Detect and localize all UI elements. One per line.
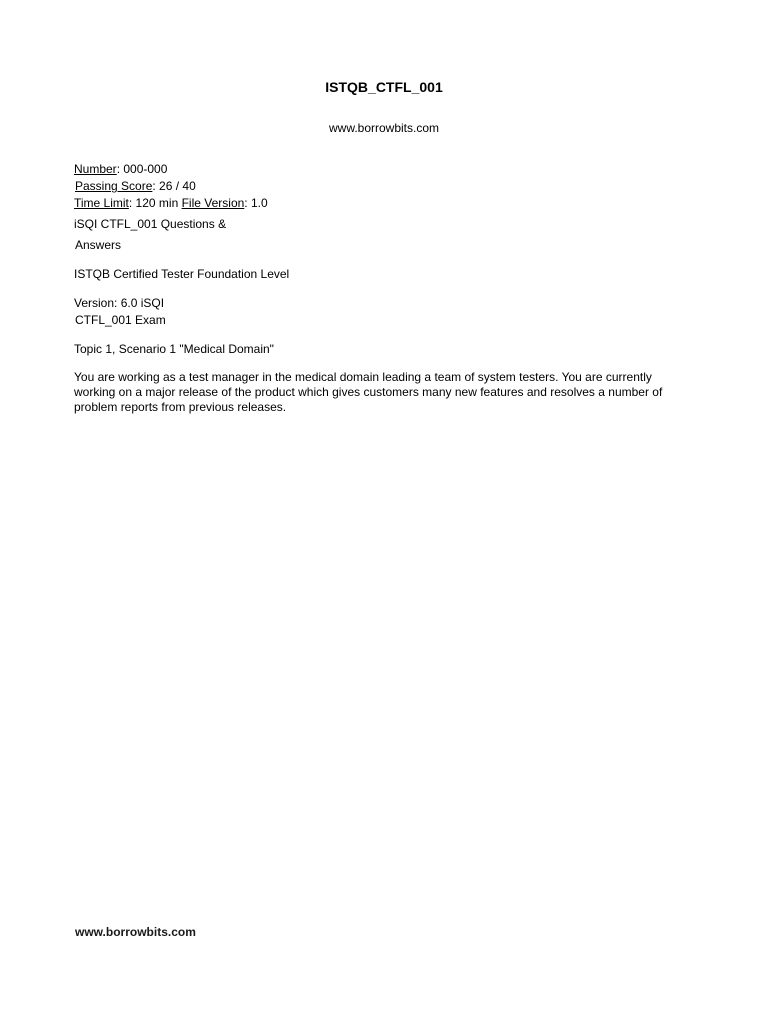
header-website: www.borrowbits.com xyxy=(328,121,440,135)
certification-line: ISTQB Certified Tester Foundation Level xyxy=(74,267,290,281)
time-limit-label: Time Limit xyxy=(74,196,129,210)
file-version-label: File Version xyxy=(181,196,245,210)
document-title: ISTQB_CTFL_001 xyxy=(325,79,443,95)
passing-score-label: Passing Score xyxy=(75,179,153,193)
questions-line-2: Answers xyxy=(75,238,122,252)
topic-heading: Topic 1, Scenario 1 "Medical Domain" xyxy=(74,342,274,356)
file-version-value: : 1.0 xyxy=(244,196,268,210)
time-limit-value: : 120 min xyxy=(128,196,182,210)
time-version-field xyxy=(74,196,268,211)
footer-website: www.borrowbits.com xyxy=(75,925,196,939)
number-field xyxy=(74,162,167,177)
passing-score-field xyxy=(75,179,196,194)
scenario-paragraph: You are working as a test manager in the medical domain leading a team of system testers. You are currently working on a major release of the product which gives customers many new features and resolves a number of problem reports from previous releases. xyxy=(74,370,663,414)
version-line-1: Version: 6.0 iSQI xyxy=(74,296,165,310)
passing-score-value: : 26 / 40 xyxy=(152,179,196,193)
questions-line-1: iSQI CTFL_001 Questions & xyxy=(74,217,227,231)
version-line-2: CTFL_001 Exam xyxy=(75,313,166,327)
number-label: Number xyxy=(74,162,117,176)
number-value: : 000-000 xyxy=(116,162,168,176)
